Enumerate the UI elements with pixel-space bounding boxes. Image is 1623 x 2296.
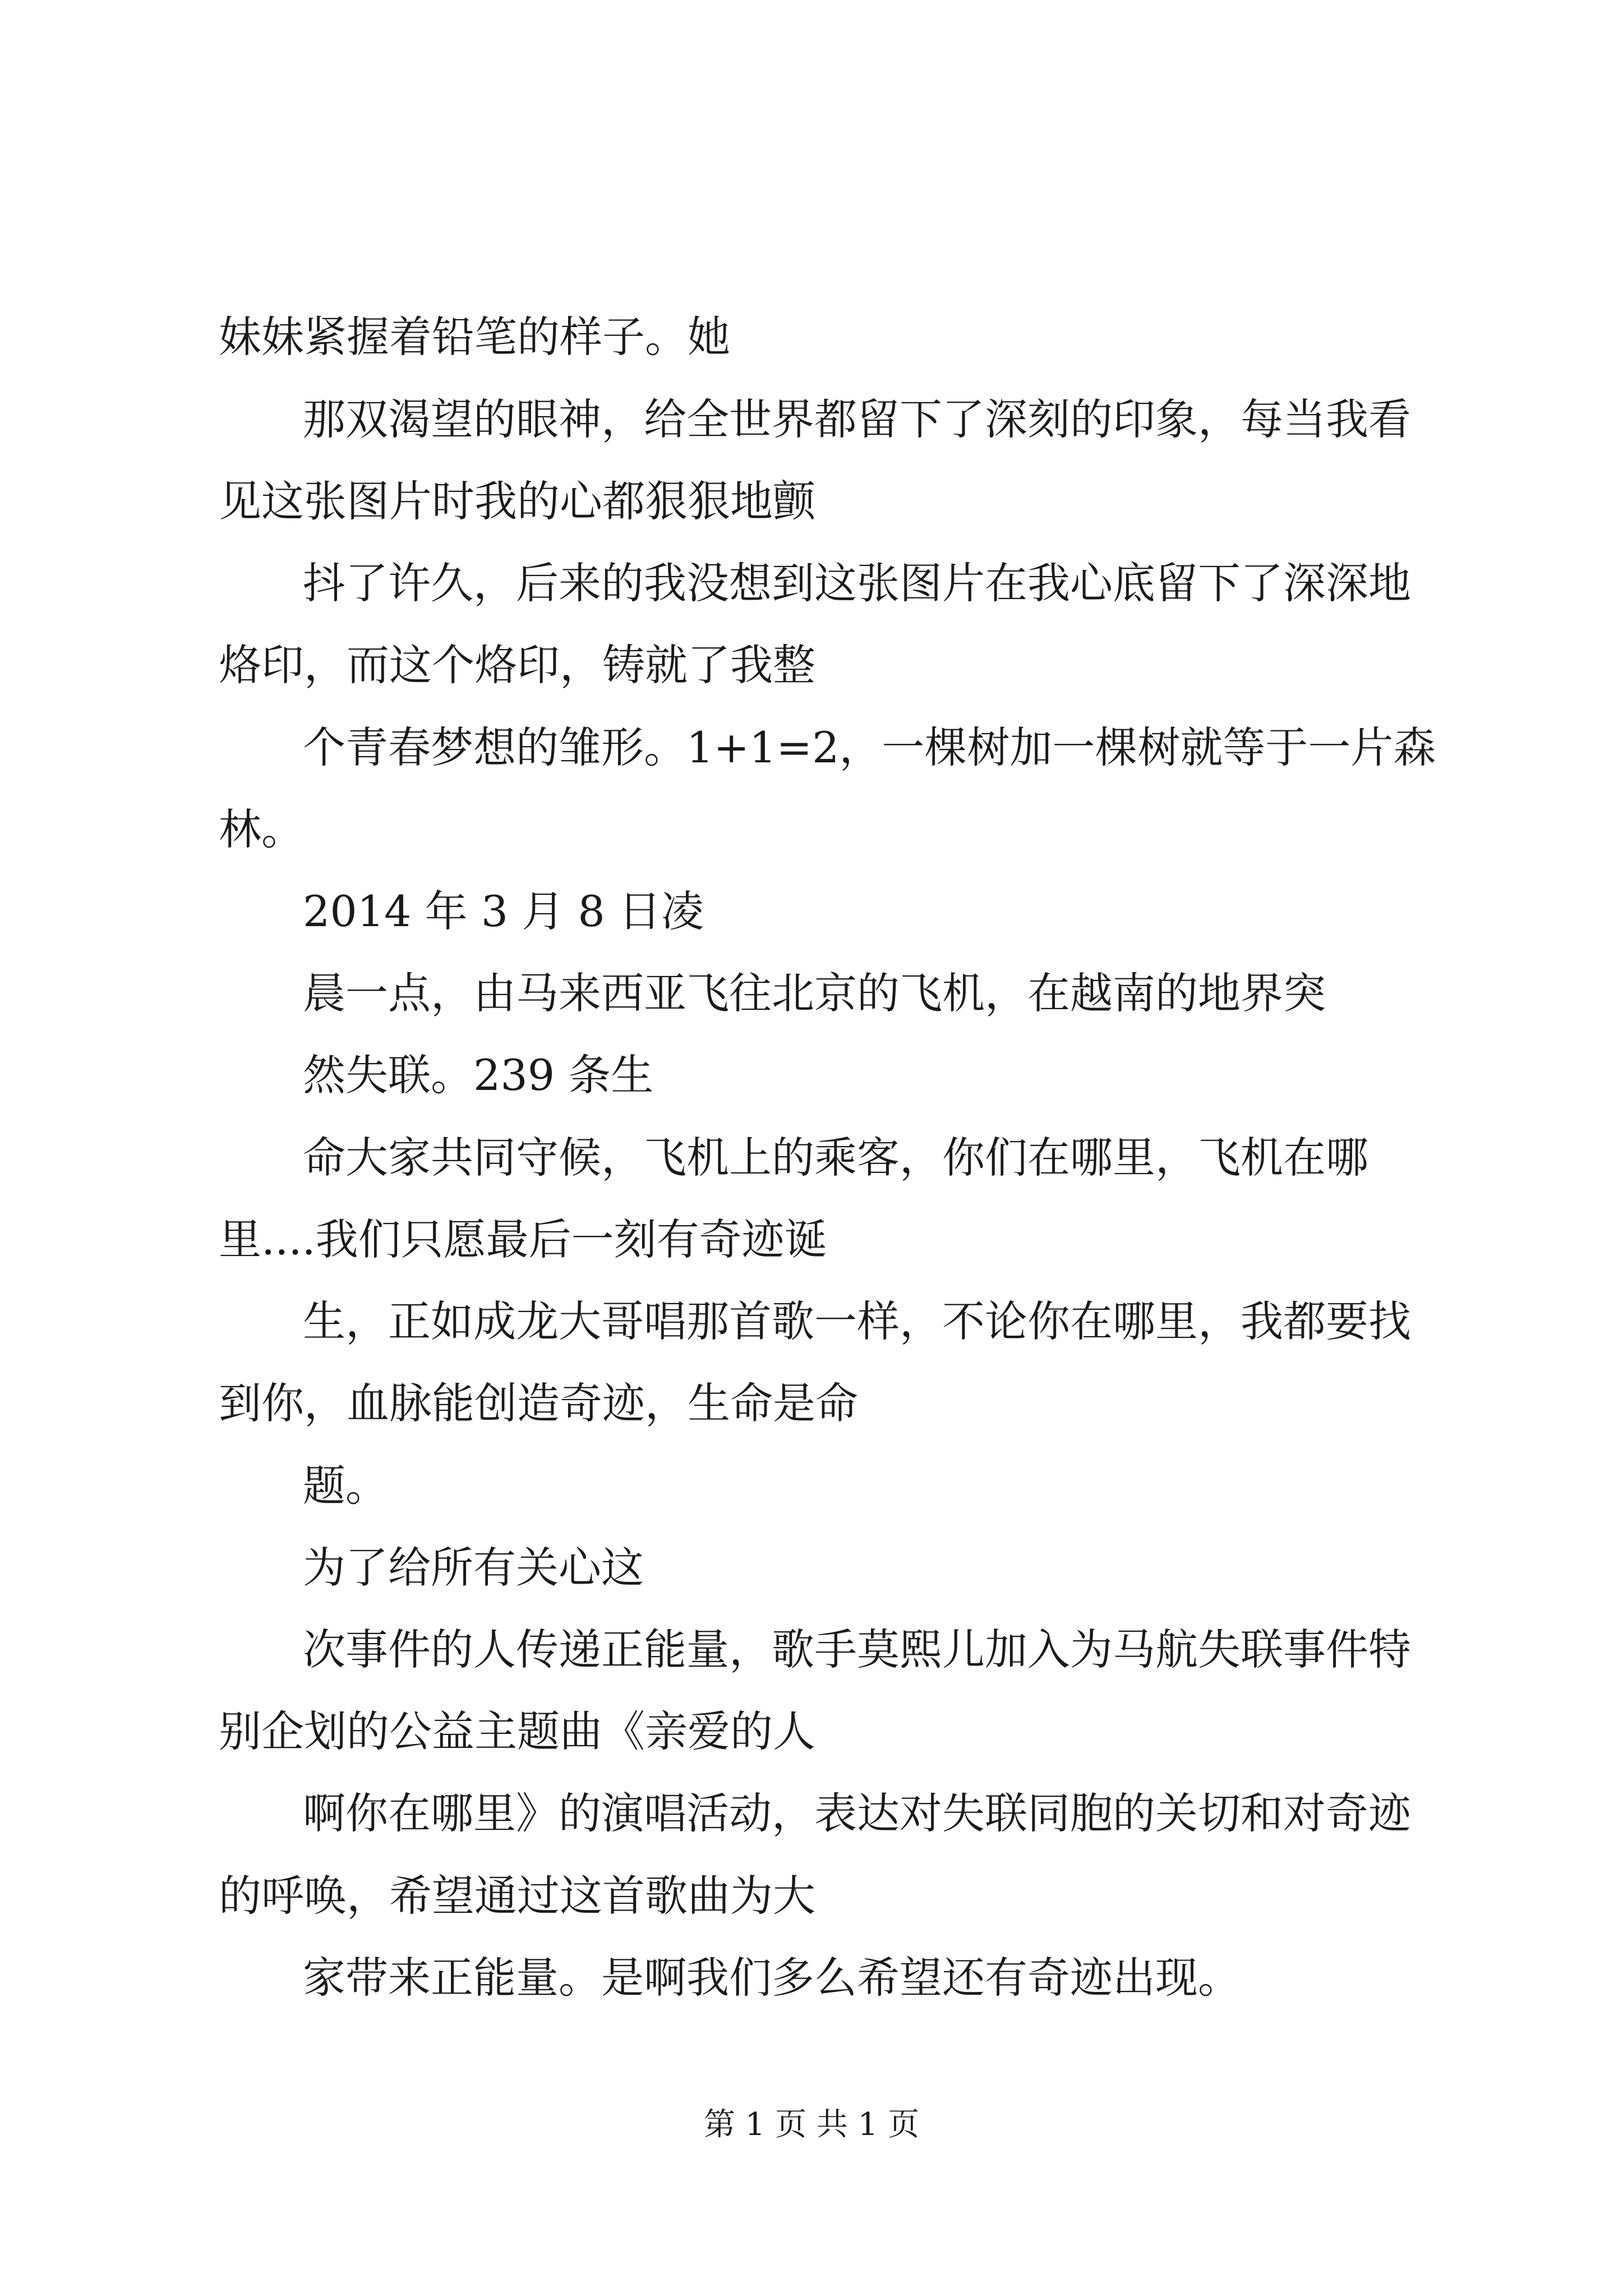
body-text-line: 题。 xyxy=(303,1461,388,1511)
body-text-line: 别企划的公益主题曲《亲爱的人 xyxy=(219,1706,815,1756)
body-text-line: 林。 xyxy=(219,804,304,854)
body-text-line: 见这张图片时我的心都狠狠地颤 xyxy=(219,476,815,526)
body-text-line: 抖了许久，后来的我没想到这张图片在我心底留下了深深地 xyxy=(303,558,1411,608)
body-text-line: 的呼唤，希望通过这首歌曲为大 xyxy=(219,1871,815,1921)
body-text-line: 那双渴望的眼神，给全世界都留下了深刻的印象，每当我看 xyxy=(303,394,1411,444)
body-text-line: 烙印，而这个烙印，铸就了我整 xyxy=(219,640,815,690)
body-text-line: 里....我们只愿最后一刻有奇迹诞 xyxy=(219,1214,827,1264)
body-text-line: 2014 年 3 月 8 日凌 xyxy=(303,886,704,936)
body-text-line: 妹妹紧握着铅笔的样子。她 xyxy=(219,312,730,362)
body-text-line: 晨一点，由马来西亚飞往北京的飞机，在越南的地界突 xyxy=(303,968,1326,1018)
body-text-line: 个青春梦想的雏形。1+1=2，一棵树加一棵树就等于一片森 xyxy=(303,723,1436,772)
page-number-footer: 第 1 页 共 1 页 xyxy=(703,2106,920,2143)
body-text-line: 家带来正能量。是啊我们多么希望还有奇迹出现。 xyxy=(303,1953,1241,2003)
body-text-line: 啊你在哪里》的演唱活动，表达对失联同胞的关切和对奇迹 xyxy=(303,1788,1411,1838)
body-text-line: 次事件的人传递正能量，歌手莫熙儿加入为马航失联事件特 xyxy=(303,1625,1411,1674)
body-text-line: 生，正如成龙大哥唱那首歌一样，不论你在哪里，我都要找 xyxy=(303,1296,1411,1346)
body-text-line: 命大家共同守候，飞机上的乘客，你们在哪里，飞机在哪 xyxy=(303,1133,1368,1182)
body-text-line: 为了给所有关心这 xyxy=(303,1543,644,1593)
body-text-line: 到你，血脉能创造奇迹，生命是命 xyxy=(219,1378,858,1428)
body-text-line: 然失联。239 条生 xyxy=(303,1050,654,1100)
